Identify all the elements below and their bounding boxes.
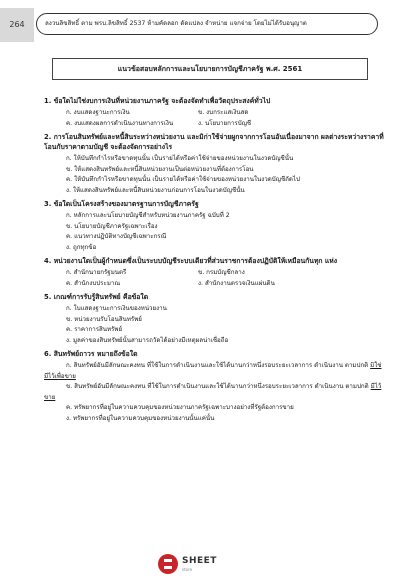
- question-6: [44, 349, 384, 424]
- choice-d: ง. สำนักงานตรวจเงินแผ่นดิน: [198, 279, 275, 287]
- choices: [44, 211, 384, 253]
- choice-c: ค. สำนักงบประมาณ: [66, 279, 121, 287]
- choice-b: ข. กรมบัญชีกลาง: [198, 269, 245, 276]
- choice-c: ค. ให้บันทึกกำไรหรือขาดทุนนั้น เป็นรายได้หรือค่าใช้จ่ายของหน่วยงานในงวดบัญชีถัดไป: [66, 176, 300, 183]
- choice-c: ค. งบแสดงผลการดำเนินงานทางการเงิน: [66, 119, 174, 127]
- choice-d: ง. ให้แสดงสินทรัพย์และหนี้สินหน่วยงานก่อนการโอนในงวดบัญชีนั้น: [66, 186, 245, 194]
- choice-a: ก. หลักการและนโยบายบัญชีสำหรับหน่วยงานภาครัฐ ฉบับที่ 2: [66, 212, 230, 219]
- question-number: 1.: [44, 97, 52, 105]
- choice-a: ก. สำนักนายกรัฐมนตรี: [66, 269, 127, 276]
- question-text: เกณฑ์การรับรู้สินทรัพย์ คือข้อใด: [53, 293, 149, 301]
- footer-logo: [158, 552, 258, 576]
- sheet-store-logo-icon: [158, 554, 178, 574]
- choice-c: ค. ทรัพยากรที่อยู่ในความควบคุมของหน่วยงานภาครัฐเฉพาะบางอย่างที่รัฐต้องการขาย: [66, 404, 294, 411]
- choice-a: ก. ให้บันทึกกำไรหรือขาดทุนนั้น เป็นรายได้หรือค่าใช้จ่ายของหน่วยงานในงวดบัญชีนั้น: [66, 155, 294, 162]
- choice-d: ง. มูลค่าของสินทรัพย์นั้นสามารถวัดได้อย่างมีเหตุผลน่าเชื่อถือ: [66, 336, 229, 344]
- header-strip: [0, 8, 416, 42]
- brand-tagline: store: [182, 567, 193, 572]
- choice-d: ง. ถูกทุกข้อ: [66, 243, 97, 251]
- choices: [44, 361, 384, 424]
- choice-a: ก. ใบแสดงฐานะการเงินของหน่วยงาน: [66, 305, 167, 312]
- choice-b: ข. ให้แสดงสินทรัพย์และหนี้สินหน่วยงานเป็นต่อหน่วยงานที่ต้องการโอน: [66, 165, 254, 173]
- question-list: [44, 96, 384, 427]
- question-number: 2.: [44, 133, 52, 141]
- question-number: 3.: [44, 200, 52, 208]
- question-text: ข้อใดเป็นโครงสร้างของมาตรฐานการบัญชีภาครัฐ: [53, 200, 199, 208]
- question-number: 6.: [44, 350, 52, 358]
- question-text: หน่วยงานใดเป็นผู้กำหนดซึ่งเป็นระบบบัญชีระบบเดียวที่ส่วนราชการต้องปฏิบัติให้เหมือนกันทุก แห่ง: [53, 257, 338, 265]
- question-5: [44, 292, 384, 346]
- page-title: แนวข้อสอบหลักการและนโยบายการบัญชีภาครัฐ พ.ศ. 2561: [52, 58, 368, 80]
- question-text: ข้อใดไม่ใช่งบการเงินที่หน่วยงานภาครัฐ จะต้องจัดทำเพื่อวัตถุประสงค์ทั่วไป: [53, 97, 271, 105]
- copyright-notice: ลงวนลิขสิทธิ์ ตาม พรบ.ลิขสิทธิ์ 2537 ห้ามคัดลอก ดัดแปลง จำหน่าย แจกจ่าย โดยไม่ได้รับอนุญาต: [36, 13, 378, 35]
- question-text: สินทรัพย์ถาวร หมายถึงข้อใด: [53, 350, 138, 358]
- question-number: 4.: [44, 257, 52, 265]
- brand-name: SHEET: [182, 556, 217, 566]
- choices: [44, 154, 384, 196]
- page-number: 264: [0, 8, 34, 42]
- question-text: การโอนสินทรัพย์และหนี้สินระหว่างหน่วยงาน และมิก่าใช้จ่ายผูกจากการโอนอันเนื่องมาจาก ผลต่างระหว่างราคาที่โอนกับราคาตามบัญชี จะต้องจัดการอย่างไร: [44, 133, 384, 151]
- choice-c: ค. แนวทางปฏิบัติทางบัญชีเฉพาะกรณี: [66, 233, 167, 240]
- choice-a: ก. สินทรัพย์อันมีลักษณะคงทน ที่ใช้ในการดำเนินงานและใช้ได้นานกว่าหนึ่งรอบระยะเวลาการ ดำเนินงาน ตามปกติ มิใช่มีไว้เพื่อขาย: [44, 362, 382, 380]
- choice-b: ข. นโยบายบัญชีภาครัฐเฉพาะเรื่อง: [66, 222, 158, 230]
- question-1: [44, 96, 384, 129]
- question-number: 5.: [44, 293, 52, 301]
- question-4: [44, 256, 384, 289]
- choices: [44, 268, 384, 289]
- choice-c: ค. ราคาการสินทรัพย์: [66, 326, 123, 333]
- choices: [44, 304, 384, 346]
- choice-d: ง. ทรัพยากรที่อยู่ในความควบคุมของหน่วยงานนั้นแค่นั้น: [66, 414, 215, 422]
- question-2: [44, 132, 384, 196]
- choice-d: ง. นโยบายการบัญชี: [198, 119, 252, 127]
- underlined-phrase: มิใช่มีไว้เพื่อขาย: [44, 362, 382, 380]
- question-3: [44, 199, 384, 253]
- choice-b: ข. หน่วยงานรับโอนสินทรัพย์: [66, 315, 142, 323]
- choice-b: ข. งบกระแสเงินสด: [198, 109, 249, 116]
- choice-b: ข. สินทรัพย์อันมีลักษณะคงทน ที่ใช้ในการดำเนินงานและใช้ได้นานกว่าหนึ่งรอบระยะเวลาการ ดำเนินงาน ตามปกติ มีไว้ขาย: [44, 383, 382, 401]
- choices: [44, 108, 384, 129]
- underlined-phrase: มีไว้ขาย: [44, 383, 382, 401]
- choice-a: ก. งบแสดงฐานะการเงิน: [66, 109, 130, 116]
